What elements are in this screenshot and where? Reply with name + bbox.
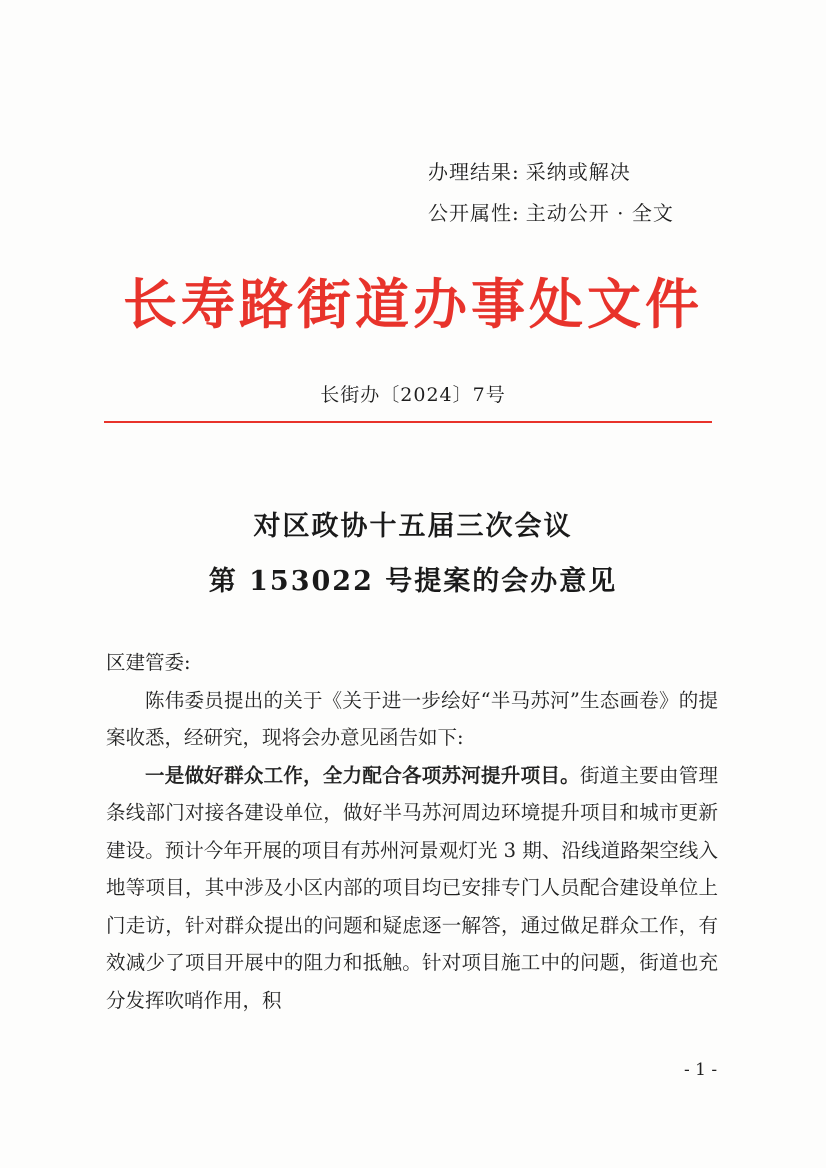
paragraph-item-one-lead: 一是做好群众工作，全力配合各项苏河提升项目。 xyxy=(145,763,580,787)
disclosure-label: 公开属性: xyxy=(428,201,520,225)
handling-result-value: 采纳或解决 xyxy=(525,160,631,184)
paragraph-intro: 陈伟委员提出的关于《关于进一步绘好“半马苏河”生态画卷》的提案收悉，经研究，现将会办意见函告如下: xyxy=(106,688,718,749)
salutation: 区建管委: xyxy=(106,651,191,674)
document-number: 长街办〔2024〕7号 xyxy=(320,384,506,406)
disclosure-value: 主动公开 · 全文 xyxy=(525,201,674,225)
handling-result xyxy=(428,156,788,185)
disclosure-attribute xyxy=(428,197,788,226)
document-title-line-1: 对区政协十五届三次会议 xyxy=(253,511,573,542)
paragraph-item-one-body: 街道主要由管理条线部门对接各建设单位，做好半马苏河周边环境提升项目和城市更新建设。预计今年开展的项目有苏州河景观灯光 3 期、沿线道路架空线入地等项目，其中涉及小区内部的项目均已安排专门人员配合建设单位上门走访，针对群众提出的问题和疑虑逐一解答，通过做足群众工作，有效减少了项目开展中的阻力和抵触。针对项目施工中的问题，街道也充分发挥吹哨作用，积 xyxy=(106,763,718,1012)
red-divider-line xyxy=(104,421,712,423)
document-title-line-2: 第 153022 号提案的会办意见 xyxy=(208,566,618,597)
page-number: - 1 - xyxy=(684,1060,718,1080)
issuer-red-header: 长寿路街道办事处文件 xyxy=(123,273,703,336)
document-body xyxy=(106,644,718,1019)
paragraph-item-one xyxy=(106,757,718,1020)
handling-result-label: 办理结果: xyxy=(428,160,520,184)
